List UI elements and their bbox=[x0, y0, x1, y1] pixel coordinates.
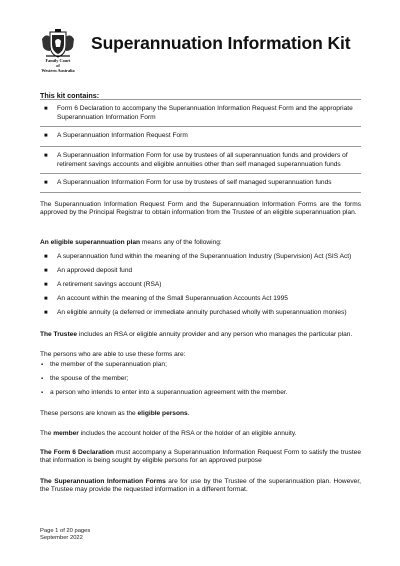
bullet-icon: ▪ bbox=[41, 362, 44, 368]
member-definition bbox=[40, 430, 361, 438]
bullet-icon: ■ bbox=[44, 268, 48, 274]
list-item-text: the member of the superannuation plan; bbox=[50, 361, 167, 368]
kit-item-text: A Superannuation Information Form for use by trustees of all superannuation funds and providers of retirement savings accounts and eligible annuities other than self managed superannuation funds bbox=[57, 152, 348, 168]
kit-item-text: A Superannuation Information Request Form bbox=[57, 132, 188, 139]
list-item-text: the spouse of the member; bbox=[50, 375, 129, 382]
caption-line: Family Court bbox=[45, 58, 71, 63]
page-number: Page 1 of 20 pages bbox=[40, 528, 91, 534]
kit-item-text: Form 6 Declaration to accompany the Superannuation Information Request Form and the appropriate Superannuation Information Form bbox=[57, 105, 353, 121]
caption-line: of bbox=[56, 63, 60, 68]
member-text: includes the account holder of the RSA or the holder of an eligible annuity. bbox=[78, 430, 297, 437]
bullet-icon: ■ bbox=[44, 106, 48, 112]
list-item bbox=[40, 267, 361, 275]
trustee-term: The Trustee bbox=[40, 331, 78, 338]
intro-paragraph: The Superannuation Information Request Form and the Superannuation Information Forms are the forms approved by the Principal Registrar to obtain information from the Trustee of an eligible superannuation plan. bbox=[40, 201, 361, 217]
bullet-icon: ■ bbox=[44, 310, 48, 316]
member-term: member bbox=[53, 430, 79, 437]
list-item bbox=[40, 375, 361, 383]
list-item-text: An eligible annuity (a deferred or immediate annuity purchased wholly with superannuation monies) bbox=[57, 309, 347, 316]
caption-line: Western Australia bbox=[41, 68, 75, 73]
crest-icon bbox=[38, 29, 78, 59]
eligible-persons-note bbox=[40, 410, 361, 418]
trustee-text: includes an RSA or eligible annuity provider and any person who manages the particular plan. bbox=[77, 331, 353, 338]
list-item-text: A superannuation fund within the meaning of the Superannuation Industry (Supervision) Act (SIS Act) bbox=[57, 253, 352, 260]
trustee-definition bbox=[40, 331, 361, 339]
persons-lead: The persons who are able to use these forms are: bbox=[40, 351, 186, 358]
kit-item bbox=[40, 174, 361, 193]
forms-term: The Superannuation Information Forms bbox=[40, 478, 166, 485]
list-item bbox=[40, 253, 361, 261]
bullet-icon: ■ bbox=[44, 282, 48, 288]
bullet-icon: ■ bbox=[44, 254, 48, 260]
member-pre: The bbox=[40, 430, 54, 437]
list-item-text: A retirement savings account (RSA) bbox=[57, 281, 162, 288]
court-name-caption bbox=[30, 58, 86, 73]
bullet-icon: ■ bbox=[44, 296, 48, 302]
kit-item bbox=[40, 147, 361, 174]
list-item bbox=[40, 281, 361, 289]
eligible-persons-term: eligible persons bbox=[137, 410, 188, 417]
forms-paragraph bbox=[40, 478, 361, 495]
forms-text: are for use by the Trustee of the superannuation plan. However, the Trustee may provide the requested information in a different format. bbox=[40, 478, 361, 494]
list-item-text: a person who intends to enter into a superannuation agreement with the member. bbox=[50, 389, 288, 396]
form6-term: The Form 6 Declaration bbox=[40, 449, 114, 456]
list-item-text: An approved deposit fund bbox=[57, 267, 133, 274]
note-text: These persons are known as the bbox=[40, 410, 138, 417]
document-title: Superannuation Information Kit bbox=[91, 33, 351, 53]
bullet-icon: ▪ bbox=[41, 376, 44, 382]
eligible-plan-term: An eligible superannuation plan bbox=[40, 239, 141, 246]
list-item bbox=[40, 361, 361, 369]
bullet-icon: ■ bbox=[44, 153, 48, 159]
list-item bbox=[40, 295, 361, 303]
kit-contents-list bbox=[40, 99, 361, 193]
footer-date: September 2022 bbox=[40, 534, 83, 541]
bullet-icon: ■ bbox=[44, 180, 48, 186]
court-crest-logo bbox=[38, 29, 78, 83]
bullet-icon: ▪ bbox=[41, 390, 44, 396]
bullet-icon: ■ bbox=[44, 133, 48, 139]
kit-item bbox=[40, 127, 361, 147]
list-item bbox=[40, 309, 361, 317]
kit-contents-heading: This kit contains: bbox=[40, 91, 100, 100]
page-footer bbox=[40, 528, 90, 541]
form6-paragraph bbox=[40, 449, 361, 466]
list-item bbox=[40, 389, 361, 397]
form6-text: must accompany a Superannuation Information Request Form to satisfy the trustee that information is being sought by eligible persons for an approved purpose bbox=[40, 449, 361, 465]
note-end: . bbox=[187, 410, 190, 417]
kit-item-text: A Superannuation Information Form for use by trustees of self managed superannuation funds bbox=[57, 179, 332, 186]
list-item-text: An account within the meaning of the Small Superannuation Accounts Act 1995 bbox=[57, 295, 288, 302]
eligible-plan-lead bbox=[40, 239, 361, 247]
kit-item bbox=[40, 100, 361, 127]
eligible-plan-lead-text: means any of the following: bbox=[140, 239, 222, 246]
